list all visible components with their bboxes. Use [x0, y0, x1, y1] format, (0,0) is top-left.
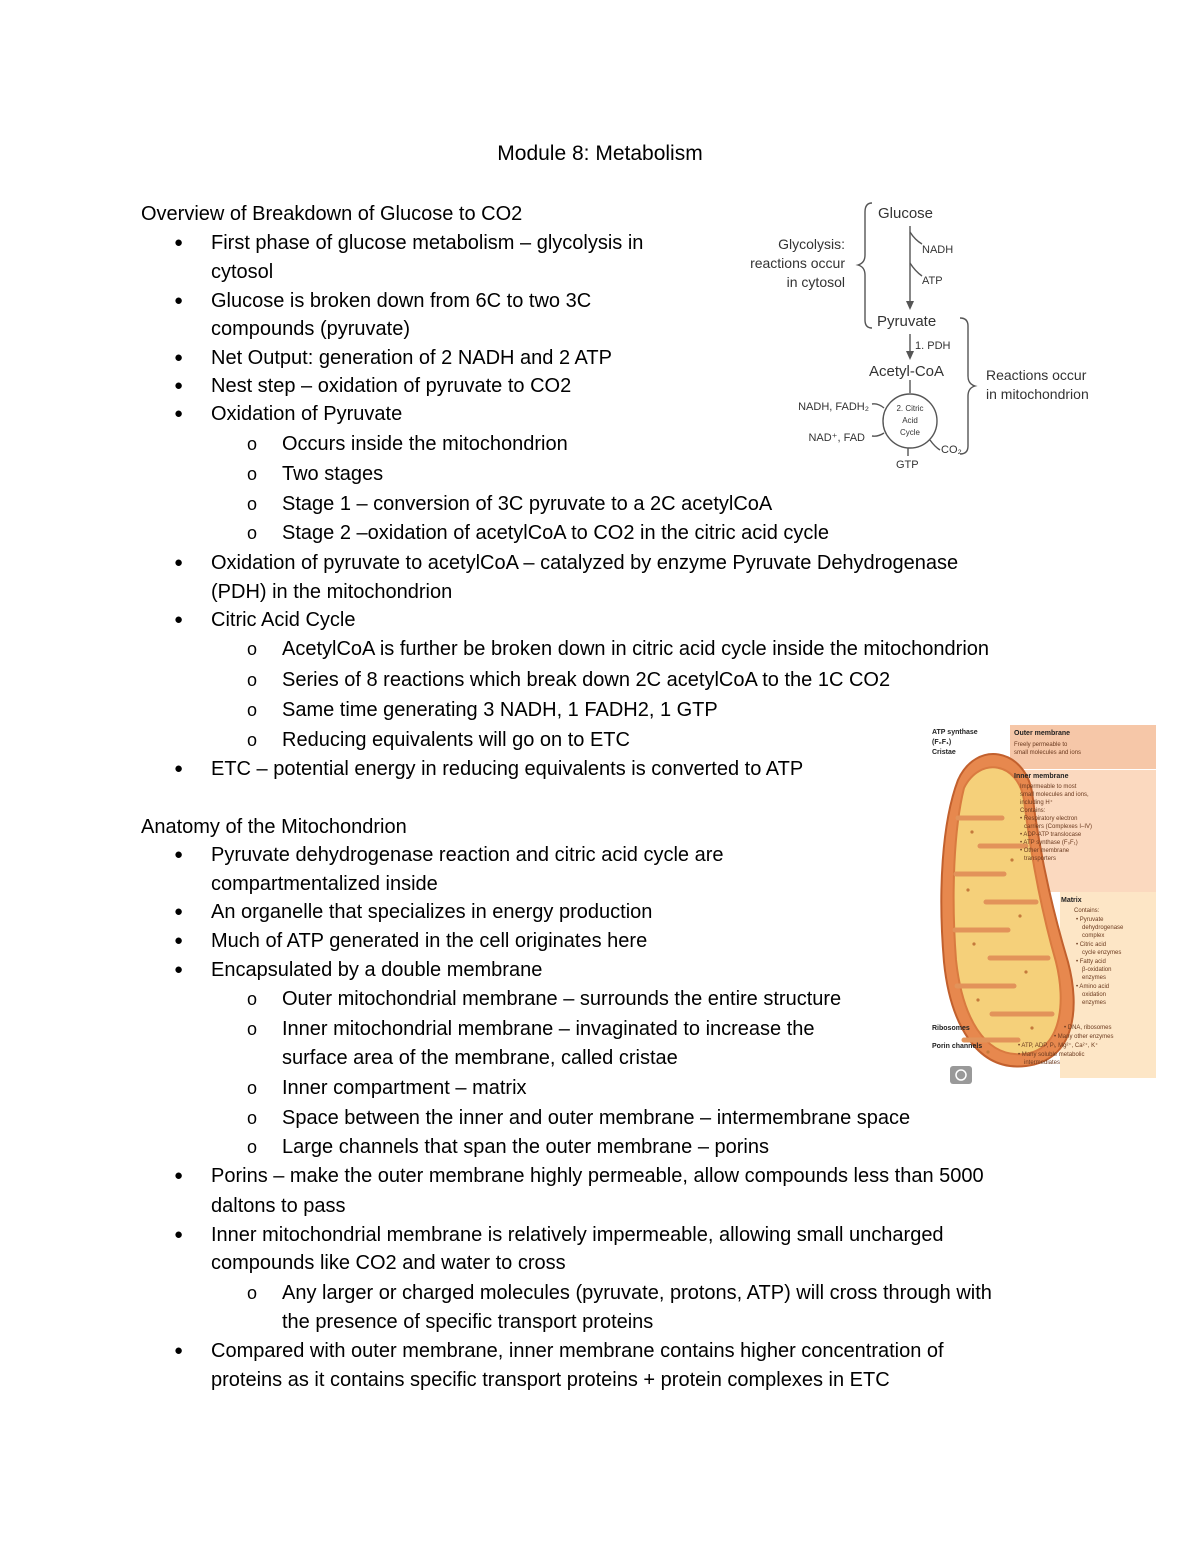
sub-bullet-icon: o — [247, 434, 258, 454]
inner-desc-4: Contains: — [1020, 808, 1046, 814]
sub-list-item-continued: surface area of the membrane, called cristae — [282, 1047, 678, 1069]
list-item: Glucose is broken down from 6C to two 3C — [211, 290, 592, 312]
bullet-icon: ● — [174, 611, 184, 628]
bullet-icon: ● — [174, 932, 184, 949]
outer-desc-2: small molecules and ions — [1014, 750, 1082, 756]
list-item: An organelle that specializes in energy production — [211, 901, 653, 923]
label-inner-membrane: Inner membrane — [1014, 773, 1069, 780]
label-ribosomes: Ribosomes — [932, 1025, 970, 1032]
list-item: Inner mitochondrial membrane is relatively impermeable, allowing small uncharged — [211, 1224, 944, 1246]
list-item-continued: proteins as it contains specific transport proteins + protein complexes in ETC — [211, 1369, 890, 1391]
sub-list-item: Series of 8 reactions which break down 2C acetylCoA to the 1C CO2 — [282, 669, 891, 691]
sub-bullet-icon: o — [247, 494, 258, 514]
sub-bullet-icon: o — [247, 1283, 258, 1303]
sub-list-item: Reducing equivalents will go on to ETC — [282, 729, 630, 751]
sub-bullet-icon: o — [247, 1019, 258, 1039]
matrix-desc-10: • Amino acid — [1076, 984, 1110, 990]
bullet-icon: ● — [174, 961, 184, 978]
bullet-icon: ● — [174, 1167, 184, 1184]
matrix-desc-12: enzymes — [1082, 1000, 1107, 1006]
diagram-glucose: Glucose — [878, 205, 934, 222]
diagram-cycle-label-1: 2. Citric — [896, 404, 924, 413]
inner-desc-6: carriers (Complexes I–IV) — [1024, 824, 1093, 830]
matrix-desc-5: • Citric acid — [1076, 942, 1107, 948]
glucose-metabolism-diagram — [720, 195, 1130, 480]
sub-bullet-icon: o — [247, 989, 258, 1009]
diagram-glycolysis-label-3: in cytosol — [786, 274, 845, 290]
sub-list-item: Inner mitochondrial membrane – invaginated to increase the — [282, 1018, 815, 1040]
list-item: Encapsulated by a double membrane — [211, 959, 543, 981]
sub-list-item-continued: the presence of specific transport proteins — [282, 1311, 654, 1333]
diagram-atp: ATP — [922, 275, 943, 287]
diagram-nadh-fadh2: NADH, FADH₂ — [798, 401, 869, 413]
bullet-icon: ● — [174, 405, 184, 422]
diagram-glycolysis-label-1: Glycolysis: — [778, 236, 845, 252]
bullet-icon: ● — [174, 903, 184, 920]
sub-list-item: Stage 2 –oxidation of acetylCoA to CO2 in the citric acid cycle — [282, 522, 829, 544]
inner-desc-10: transporters — [1024, 856, 1057, 862]
bullet-icon: ● — [174, 292, 184, 309]
diagram-nadh: NADH — [922, 244, 954, 256]
sub-bullet-icon: o — [247, 464, 258, 484]
matrix-desc-2: • Pyruvate — [1076, 917, 1104, 923]
list-item-continued: compounds like CO2 and water to cross — [211, 1252, 566, 1274]
sub-list-item: Stage 1 – conversion of 3C pyruvate to a 2C acetylCoA — [282, 493, 773, 515]
matrix-desc-16: • Many soluble metabolic — [1018, 1052, 1085, 1058]
sub-bullet-icon: o — [247, 1108, 258, 1128]
sub-bullet-icon: o — [247, 523, 258, 543]
sub-list-item: Space between the inner and outer membrane – intermembrane space — [282, 1107, 911, 1129]
label-fofi: (F₀F₁) — [932, 739, 952, 746]
matrix-desc-13: • DNA, ribosomes — [1064, 1025, 1112, 1031]
inner-desc-7: • ADP-ATP translocase — [1020, 832, 1082, 838]
sub-bullet-icon: o — [247, 730, 258, 750]
matrix-desc-3: dehydrogenase — [1082, 925, 1124, 931]
bullet-icon: ● — [174, 377, 184, 394]
bullet-icon: ● — [174, 554, 184, 571]
sub-bullet-icon: o — [247, 1078, 258, 1098]
section-heading-anatomy: Anatomy of the Mitochondrion — [141, 816, 407, 838]
sub-bullet-icon: o — [247, 700, 258, 720]
matrix-desc-8: β-oxidation — [1082, 967, 1112, 973]
list-item: Citric Acid Cycle — [211, 609, 356, 631]
diagram-co2: CO₂ — [941, 444, 962, 456]
list-item: Compared with outer membrane, inner membrane contains higher concentration of — [211, 1340, 944, 1362]
sub-list-item: Two stages — [282, 463, 384, 485]
list-item: Pyruvate dehydrogenase reaction and citric acid cycle are — [211, 844, 724, 866]
label-matrix: Matrix — [1061, 897, 1082, 904]
label-porin-channels: Porin channels — [932, 1043, 983, 1050]
list-item: Oxidation of Pyruvate — [211, 403, 403, 425]
list-item-continued: compounds (pyruvate) — [211, 318, 410, 340]
mitochondrion-figure — [928, 722, 1158, 1086]
list-item: Nest step – oxidation of pyruvate to CO2 — [211, 375, 572, 397]
diagram-pyruvate: Pyruvate — [877, 313, 937, 330]
bullet-icon: ● — [174, 1342, 184, 1359]
list-item: Oxidation of pyruvate to acetylCoA – catalyzed by enzyme Pyruvate Dehydrogenase — [211, 552, 959, 574]
list-item-continued: compartmentalized inside — [211, 873, 438, 895]
sub-list-item: Large channels that span the outer membrane – porins — [282, 1136, 769, 1158]
bullet-icon: ● — [174, 760, 184, 777]
label-outer-membrane: Outer membrane — [1014, 730, 1071, 737]
matrix-desc-7: • Fatty acid — [1076, 959, 1106, 965]
bullet-icon: ● — [174, 234, 184, 251]
outer-desc-1: Freely permeable to — [1014, 742, 1068, 748]
sub-bullet-icon: o — [247, 670, 258, 690]
sub-list-item: Outer mitochondrial membrane – surrounds the entire structure — [282, 988, 842, 1010]
sub-list-item: AcetylCoA is further be broken down in citric acid cycle inside the mitochondrion — [282, 638, 990, 660]
label-atp-synthase: ATP synthase — [932, 729, 978, 736]
bullet-icon: ● — [174, 846, 184, 863]
matrix-desc-11: oxidation — [1082, 992, 1107, 998]
diagram-cycle-label-3: Cycle — [899, 428, 921, 437]
list-item: Much of ATP generated in the cell originates here — [211, 930, 648, 952]
diagram-nad-fad: NAD⁺, FAD — [808, 432, 865, 444]
inner-desc-2: small molecules and ions, — [1020, 792, 1089, 798]
sub-bullet-icon: o — [247, 1137, 258, 1157]
matrix-desc-4: complex — [1082, 933, 1105, 939]
sub-list-item: Same time generating 3 NADH, 1 FADH2, 1 GTP — [282, 699, 718, 721]
sub-list-item: Any larger or charged molecules (pyruvate, protons, ATP) will cross through with — [282, 1282, 992, 1304]
bullet-icon: ● — [174, 1226, 184, 1243]
matrix-desc-9: enzymes — [1082, 975, 1107, 981]
matrix-desc-1: Contains: — [1074, 908, 1100, 914]
list-item: First phase of glucose metabolism – glycolysis in — [211, 232, 644, 254]
list-item-continued: daltons to pass — [211, 1195, 346, 1217]
inner-desc-1: Impermeable to most — [1020, 784, 1077, 790]
page-title: Module 8: Metabolism — [497, 142, 703, 165]
matrix-desc-15: • ATP, ADP, Pᵢ, Mg²⁺, Ca²⁺, K⁺ — [1018, 1043, 1099, 1049]
sub-list-item: Occurs inside the mitochondrion — [282, 433, 568, 455]
list-item: Net Output: generation of 2 NADH and 2 ATP — [211, 347, 612, 369]
list-item: Porins – make the outer membrane highly permeable, allow compounds less than 5000 — [211, 1165, 984, 1187]
diagram-mito-label-2: in mitochondrion — [986, 386, 1089, 402]
inner-desc-3: including H⁺ — [1020, 800, 1053, 806]
diagram-mito-label-1: Reactions occur — [986, 367, 1087, 383]
inner-desc-9: • Other membrane — [1020, 848, 1070, 854]
diagram-gtp: GTP — [896, 459, 919, 471]
diagram-cycle-label-2: Acid — [902, 416, 918, 425]
sub-bullet-icon: o — [247, 639, 258, 659]
label-cristae: Cristae — [932, 749, 956, 756]
inner-desc-5: • Respiratory electron — [1020, 816, 1078, 822]
diagram-acetylcoa: Acetyl-CoA — [869, 363, 945, 380]
bullet-icon: ● — [174, 349, 184, 366]
inner-desc-8: • ATP synthase (F₀F₁) — [1020, 840, 1078, 846]
matrix-desc-6: cycle enzymes — [1082, 950, 1122, 956]
section-heading-overview: Overview of Breakdown of Glucose to CO2 — [141, 203, 523, 225]
diagram-glycolysis-label-2: reactions occur — [750, 255, 845, 271]
list-item: ETC – potential energy in reducing equivalents is converted to ATP — [211, 758, 804, 780]
list-item-continued: (PDH) in the mitochondrion — [211, 581, 453, 603]
diagram-pdh: 1. PDH — [915, 340, 951, 352]
zoom-icon — [950, 1066, 972, 1084]
matrix-desc-14: • Many other enzymes — [1054, 1034, 1114, 1040]
list-item-continued: cytosol — [211, 261, 274, 283]
matrix-desc-17: intermediates — [1024, 1060, 1061, 1066]
sub-list-item: Inner compartment – matrix — [282, 1077, 527, 1099]
